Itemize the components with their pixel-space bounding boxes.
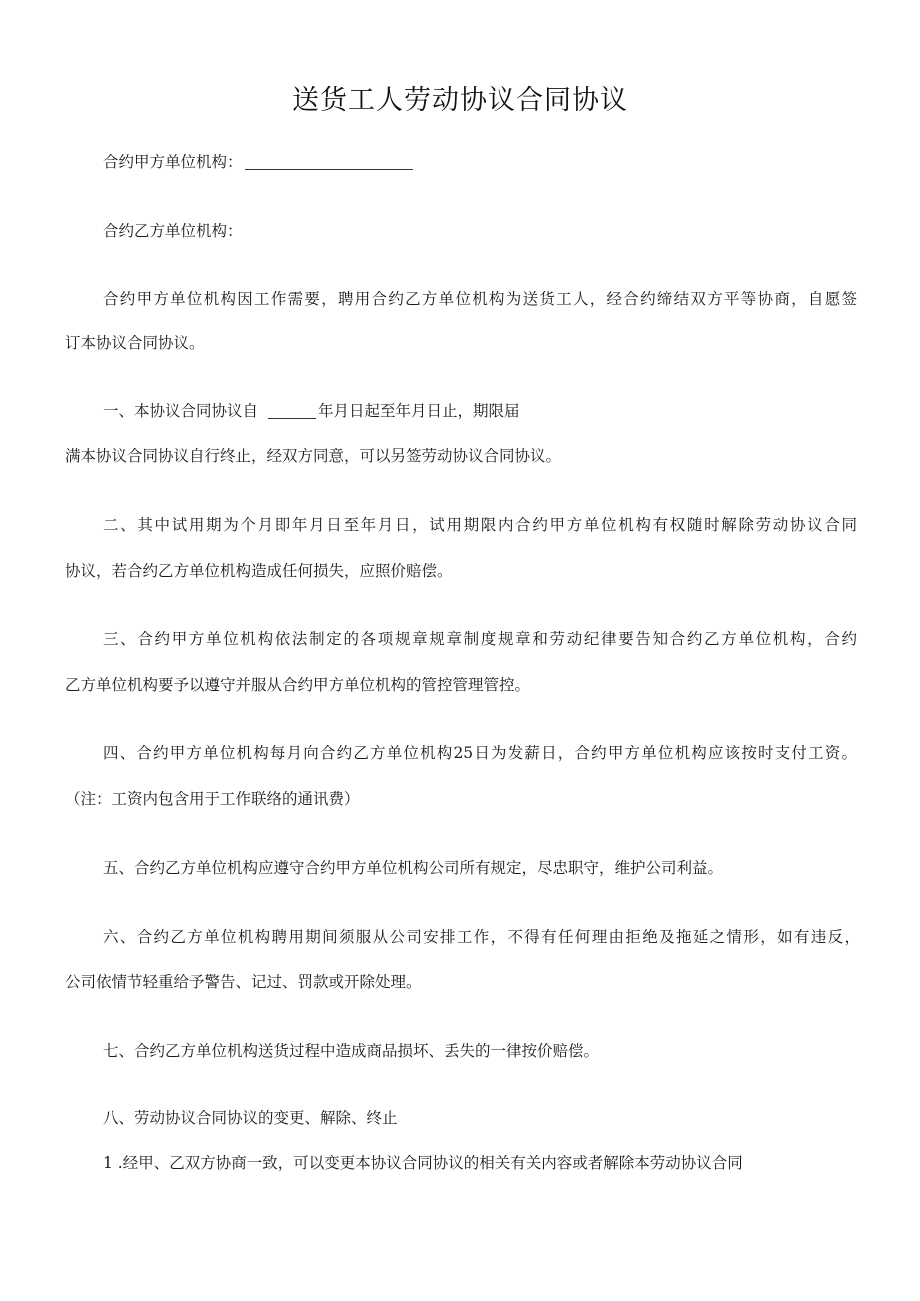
clause-5-line-1: 五、合约乙方单位机构应遵守合约甲方单位机构公司所有规定，尽忠职守，维护公司利益。	[103, 859, 724, 877]
clause-8-heading: 八、劳动协议合同协议的变更、解除、终止	[103, 1109, 398, 1127]
clause-1-start: 一、本协议合同协议自	[103, 402, 259, 420]
party-b-label: 合约乙方单位机构：	[103, 222, 243, 240]
clause-3-line-2: 乙方单位机构要予以遵守并服从合约甲方单位机构的管控管理管控。	[65, 676, 531, 694]
party-a-line	[103, 150, 413, 172]
intro-line-1: 合约甲方单位机构因工作需要，聘用合约乙方单位机构为送货工人，经合约缔结双方平等协商，自愿签	[103, 290, 857, 308]
clause-1-line-2: 满本协议合同协议自行终止，经双方同意，可以另签劳动协议合同协议。	[65, 447, 562, 465]
clause-6-line-2: 公司依情节轻重给予警告、记过、罚款或开除处理。	[65, 973, 422, 991]
clause-1-line-1	[103, 399, 520, 421]
party-a-blank	[245, 153, 413, 170]
party-b-line	[103, 219, 243, 241]
clause-4-line-2: （注：工资内包含用于工作联络的通讯费）	[65, 790, 360, 808]
clause-4-line-1: 四、合约甲方单位机构每月向合约乙方单位机构25日为发薪日，合约甲方单位机构应该按时支付工资。	[103, 744, 857, 762]
clause-3-line-1: 三、合约甲方单位机构依法制定的各项规章规章制度规章和劳动纪律要告知合约乙方单位机构，合约	[103, 630, 857, 648]
clause-1-blank	[268, 402, 316, 419]
clause-7-line-1: 七、合约乙方单位机构送货过程中造成商品损坏、丢失的一律按价赔偿。	[103, 1042, 600, 1060]
document-title: 送货工人劳动协议合同协议	[292, 85, 628, 116]
clause-2-line-2: 协议，若合约乙方单位机构造成任何损失，应照价赔偿。	[65, 562, 453, 580]
intro-line-2: 订本协议合同协议。	[65, 334, 205, 352]
clause-2-line-1: 二、其中试用期为个月即年月日至年月日，试用期限内合约甲方单位机构有权随时解除劳动协议合同	[103, 516, 857, 534]
party-a-label: 合约甲方单位机构：	[103, 153, 243, 171]
clause-6-line-1: 六、合约乙方单位机构聘用期间须服从公司安排工作，不得有任何理由拒绝及拖延之情形，如有违反，	[103, 928, 860, 946]
clause-8-item-1: 1 .经甲、乙双方协商一致，可以变更本协议合同协议的相关有关内容或者解除本劳动协议合同	[103, 1154, 743, 1172]
clause-1-end: 年月日起至年月日止，期限届	[318, 402, 520, 420]
